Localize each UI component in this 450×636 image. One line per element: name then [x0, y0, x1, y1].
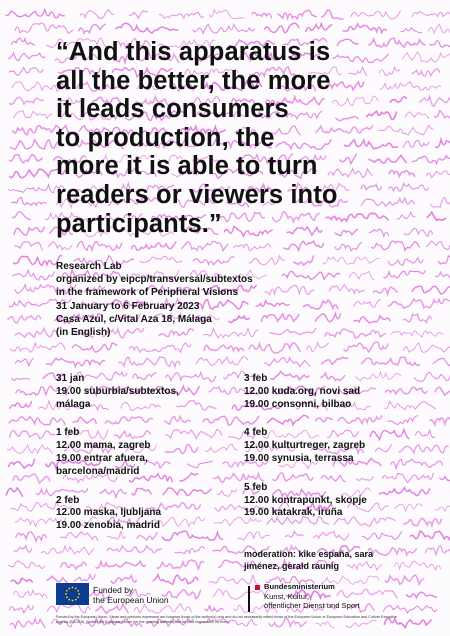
- handwriting-stroke: [351, 11, 401, 19]
- handwriting-stroke: [354, 316, 390, 323]
- schedule-date: 2 feb: [56, 494, 80, 506]
- handwriting-stroke: [256, 301, 289, 307]
- handwriting-stroke: [132, 242, 176, 250]
- handwriting-stroke: [204, 345, 244, 351]
- schedule-entry: barcelona/madrid: [56, 465, 140, 477]
- handwriting-stroke: [370, 430, 409, 440]
- handwriting-stroke: [307, 343, 329, 352]
- schedule-entry: 19.00 suburbia/subtextos,: [56, 385, 179, 397]
- handwriting-stroke: [157, 560, 203, 570]
- handwriting-stroke: [383, 606, 436, 613]
- ministry-logo-bar: [248, 586, 250, 612]
- handwriting-stroke: [435, 387, 450, 396]
- handwriting-stroke: [15, 23, 73, 33]
- handwriting-stroke: [111, 576, 136, 584]
- handwriting-stroke: [384, 271, 426, 278]
- info-line: Casa Azul, c/Vital Aza 18, Málaga: [56, 313, 212, 325]
- handwriting-stroke: [388, 258, 423, 266]
- handwriting-stroke: [249, 256, 285, 265]
- info-line: in the framework of Peripheral Visions: [56, 287, 239, 299]
- handwriting-stroke: [205, 605, 223, 611]
- handwriting-stroke: [252, 13, 272, 18]
- handwriting-stroke: [335, 242, 362, 250]
- schedule-day: [56, 427, 179, 478]
- handwriting-stroke: [325, 329, 386, 338]
- handwriting-stroke: [395, 561, 441, 570]
- handwriting-stroke: [412, 69, 440, 76]
- schedule-entry: 12.00 kontrapunkt, skopje: [244, 494, 367, 506]
- handwriting-stroke: [134, 604, 191, 613]
- eu-star-icon: [77, 596, 79, 598]
- schedule-day: [244, 482, 367, 520]
- schedule-date: 3 feb: [244, 373, 268, 384]
- eu-star-icon: [78, 593, 80, 595]
- schedule-entry: 19.00 synusia, terrassa: [244, 452, 354, 464]
- handwriting-stroke: [368, 548, 416, 556]
- handwriting-stroke: [265, 23, 299, 32]
- handwriting-stroke: [399, 445, 448, 453]
- handwriting-stroke: [15, 242, 42, 250]
- schedule-entry: 12.00 mama, zagreb: [56, 440, 151, 452]
- handwriting-stroke: [9, 561, 45, 569]
- handwriting-stroke: [10, 155, 43, 163]
- handwriting-stroke: [265, 285, 314, 294]
- handwriting-stroke: [79, 24, 106, 33]
- handwriting-stroke: [15, 329, 58, 338]
- handwriting-stroke: [386, 387, 427, 394]
- ministry-line: öffentlicher Dienst und Sport: [264, 601, 360, 610]
- handwriting-stroke: [363, 532, 402, 540]
- eu-star-icon: [68, 587, 70, 589]
- handwriting-stroke: [380, 488, 430, 496]
- handwriting-stroke: [209, 575, 258, 585]
- ministry-logo-mark: [255, 585, 260, 590]
- handwriting-stroke: [96, 604, 128, 614]
- handwriting-stroke: [262, 314, 299, 321]
- handwriting-stroke: [385, 401, 436, 410]
- eu-star-icon: [68, 599, 70, 601]
- eu-label-line: the European Union: [93, 595, 169, 605]
- handwriting-stroke: [9, 459, 35, 468]
- quote-line: all the better, the more: [56, 66, 331, 95]
- info-line: organized by eipcp/transversal/subtextos: [56, 274, 253, 286]
- handwriting-stroke: [180, 473, 197, 481]
- handwriting-stroke: [12, 38, 34, 45]
- quote-line: to production, the: [56, 123, 275, 152]
- handwriting-stroke: [415, 372, 450, 381]
- event-info: [56, 260, 253, 339]
- handwriting-stroke: [410, 531, 450, 539]
- handwriting-stroke: [382, 473, 433, 482]
- handwriting-stroke: [385, 575, 424, 584]
- handwriting-stroke: [233, 244, 270, 251]
- handwriting-stroke: [12, 378, 30, 380]
- eu-star-icon: [72, 587, 74, 589]
- handwriting-stroke: [420, 96, 450, 106]
- handwriting-stroke: [427, 241, 450, 250]
- handwriting-stroke: [412, 11, 450, 17]
- schedule-entry: 12.00 kulturtreger, zagreb: [244, 440, 366, 452]
- handwriting-stroke: [8, 445, 53, 453]
- handwriting-stroke: [116, 23, 178, 33]
- handwriting-stroke: [354, 300, 381, 307]
- moderation-credit: [244, 548, 373, 572]
- info-line: Research Lab: [56, 261, 122, 272]
- quote-headline: [56, 38, 416, 238]
- handwriting-stroke: [129, 343, 191, 353]
- handwriting-stroke: [10, 430, 55, 438]
- eu-label-line: Funded by: [93, 585, 134, 595]
- handwriting-stroke: [129, 11, 148, 19]
- handwriting-stroke: [315, 314, 340, 322]
- eu-star-icon: [75, 587, 77, 589]
- handwriting-stroke: [6, 488, 22, 496]
- handwriting-stroke: [349, 271, 374, 279]
- handwriting-stroke: [75, 575, 96, 582]
- handwriting-stroke: [436, 140, 450, 149]
- handwriting-stroke: [403, 314, 431, 322]
- handwriting-stroke: [426, 546, 450, 555]
- ministry-title: Bundesministerium: [264, 582, 335, 591]
- handwriting-stroke: [11, 578, 32, 583]
- handwriting-stroke: [14, 546, 31, 552]
- handwriting-stroke: [217, 489, 237, 496]
- handwriting-stroke: [401, 28, 422, 33]
- schedule-entry: 19.00 consonni, bilbao: [244, 398, 352, 410]
- handwriting-stroke: [344, 342, 388, 352]
- schedule-right-column: [244, 373, 367, 536]
- handwriting-stroke: [429, 24, 450, 33]
- schedule-date: 5 feb: [244, 481, 268, 493]
- schedule-entry: málaga: [56, 398, 91, 410]
- handwriting-stroke: [406, 592, 436, 598]
- handwriting-stroke: [306, 24, 332, 32]
- handwriting-stroke: [404, 518, 442, 525]
- handwriting-stroke: [435, 111, 450, 120]
- handwriting-stroke: [436, 272, 450, 280]
- handwriting-stroke: [372, 241, 420, 250]
- disclaimer-fine-print: Funded by the European Union. Views and opinions expressed are however those of the author(s) only and do not necessarily reflect those of the European Union or European Education and Culture Executive Agency (EACEA). Neither the European Union nor the granting authority can be held responsible for them.: [56, 615, 398, 624]
- schedule-day: [56, 495, 179, 533]
- handwriting-stroke: [14, 590, 47, 598]
- schedule-entry: 12.00 kuda.org, novi sad: [244, 385, 361, 397]
- handwriting-stroke: [329, 285, 364, 294]
- handwriting-stroke: [213, 589, 270, 599]
- handwriting-stroke: [80, 10, 113, 19]
- handwriting-stroke: [427, 212, 446, 220]
- quote-line: participants.”: [56, 209, 222, 238]
- handwriting-stroke: [362, 357, 420, 365]
- handwriting-stroke: [323, 257, 380, 265]
- moderation-line: jiménez, gerald raunig: [244, 561, 340, 571]
- handwriting-stroke: [395, 504, 422, 511]
- eu-funding-label: [93, 585, 169, 605]
- handwriting-stroke: [278, 10, 317, 18]
- quote-line: more it is able to turn: [56, 152, 318, 181]
- handwriting-stroke: [8, 316, 41, 323]
- handwriting-stroke: [153, 575, 198, 585]
- quote-line: “And this apparatus is: [56, 38, 331, 66]
- handwriting-stroke: [430, 40, 450, 48]
- info-line: (in English): [56, 327, 111, 339]
- eu-star-icon: [72, 600, 74, 602]
- handwriting-stroke: [10, 402, 32, 409]
- handwriting-stroke: [72, 343, 117, 352]
- handwriting-stroke: [433, 358, 450, 366]
- ministry-line: Kunst, Kultur,: [264, 591, 310, 601]
- handwriting-stroke: [13, 212, 31, 220]
- handwriting-stroke: [431, 198, 450, 208]
- handwriting-stroke: [8, 53, 45, 61]
- schedule-date: 4 feb: [244, 427, 268, 439]
- handwriting-stroke: [9, 606, 33, 613]
- schedule-entry: 19.00 katakrak, iruña: [244, 507, 343, 519]
- schedule-date: 31 jan: [56, 373, 85, 384]
- handwriting-stroke: [48, 242, 72, 250]
- info-line: 31 January to 6 February 2023: [56, 300, 200, 312]
- handwriting-stroke: [294, 256, 314, 265]
- handwriting-stroke: [391, 459, 443, 468]
- handwriting-stroke: [46, 358, 104, 366]
- handwriting-stroke: [16, 358, 33, 365]
- handwriting-stroke: [159, 12, 203, 18]
- handwriting-stroke: [343, 24, 386, 33]
- handwriting-stroke: [10, 97, 44, 104]
- eu-star-icon: [77, 590, 79, 592]
- handwriting-stroke: [96, 561, 145, 568]
- handwriting-stroke: [435, 503, 450, 512]
- schedule-entry: 12.00 maska, ljubljana: [56, 507, 162, 519]
- handwriting-stroke: [322, 10, 343, 19]
- handwriting-stroke: [14, 227, 44, 235]
- handwriting-stroke: [16, 532, 47, 541]
- handwriting-stroke: [391, 331, 443, 338]
- schedule-left-column: [56, 373, 179, 549]
- handwriting-stroke: [282, 271, 340, 279]
- handwriting-stroke: [119, 357, 180, 367]
- schedule-date: 1 feb: [56, 427, 80, 439]
- handwriting-stroke: [430, 417, 450, 425]
- handwriting-stroke: [322, 357, 348, 364]
- handwriting-stroke: [440, 477, 450, 482]
- schedule-day: [244, 427, 367, 465]
- quote-line: it leads consumers: [56, 95, 289, 124]
- handwriting-stroke: [284, 241, 324, 250]
- handwriting-stroke: [10, 140, 59, 150]
- handwriting-stroke: [376, 445, 392, 452]
- handwriting-stroke: [265, 358, 310, 367]
- handwriting-stroke: [304, 300, 338, 309]
- handwriting-stroke: [182, 241, 229, 250]
- handwriting-stroke: [177, 401, 216, 411]
- handwriting-stroke: [175, 547, 204, 554]
- eu-star-icon: [65, 593, 67, 595]
- eu-star-icon: [66, 590, 68, 592]
- handwriting-stroke: [14, 256, 62, 266]
- handwriting-stroke: [77, 241, 121, 250]
- handwriting-stroke: [427, 170, 450, 178]
- handwriting-stroke: [205, 444, 237, 452]
- ministry-logo: [264, 582, 360, 611]
- handwriting-stroke: [439, 256, 450, 265]
- handwriting-stroke: [193, 24, 254, 33]
- handwriting-stroke: [47, 604, 90, 613]
- handwriting-stroke: [14, 111, 52, 119]
- handwriting-stroke: [415, 430, 434, 437]
- handwriting-stroke: [388, 299, 449, 308]
- handwriting-stroke: [13, 474, 50, 483]
- handwriting-stroke: [12, 270, 54, 280]
- schedule-day: [244, 373, 367, 411]
- eu-flag-logo: [56, 583, 89, 605]
- schedule-entry: 19.00 entrar afuera,: [56, 452, 148, 464]
- schedule-entry: 19.00 zenobia, madrid: [56, 520, 160, 532]
- handwriting-stroke: [270, 328, 316, 334]
- handwriting-stroke: [6, 10, 64, 18]
- handwriting-stroke: [404, 343, 450, 353]
- eu-star-icon: [66, 596, 68, 598]
- handwriting-stroke: [412, 286, 450, 294]
- handwriting-stroke: [9, 68, 43, 76]
- handwriting-stroke: [412, 155, 450, 164]
- handwriting-stroke: [10, 619, 45, 628]
- quote-line: readers or viewers into: [56, 180, 338, 209]
- handwriting-stroke: [196, 357, 248, 366]
- handwriting-stroke: [373, 287, 397, 294]
- handwriting-stroke: [61, 562, 86, 569]
- handwriting-stroke: [388, 416, 418, 425]
- handwriting-stroke: [209, 10, 244, 19]
- eu-star-icon: [75, 599, 77, 601]
- moderation-line: moderation: kike españa, sara: [244, 549, 374, 559]
- handwriting-stroke: [12, 198, 47, 206]
- handwriting-stroke: [187, 461, 212, 468]
- schedule-day: [56, 373, 179, 411]
- handwriting-stroke: [10, 343, 65, 352]
- handwriting-stroke: [249, 343, 300, 353]
